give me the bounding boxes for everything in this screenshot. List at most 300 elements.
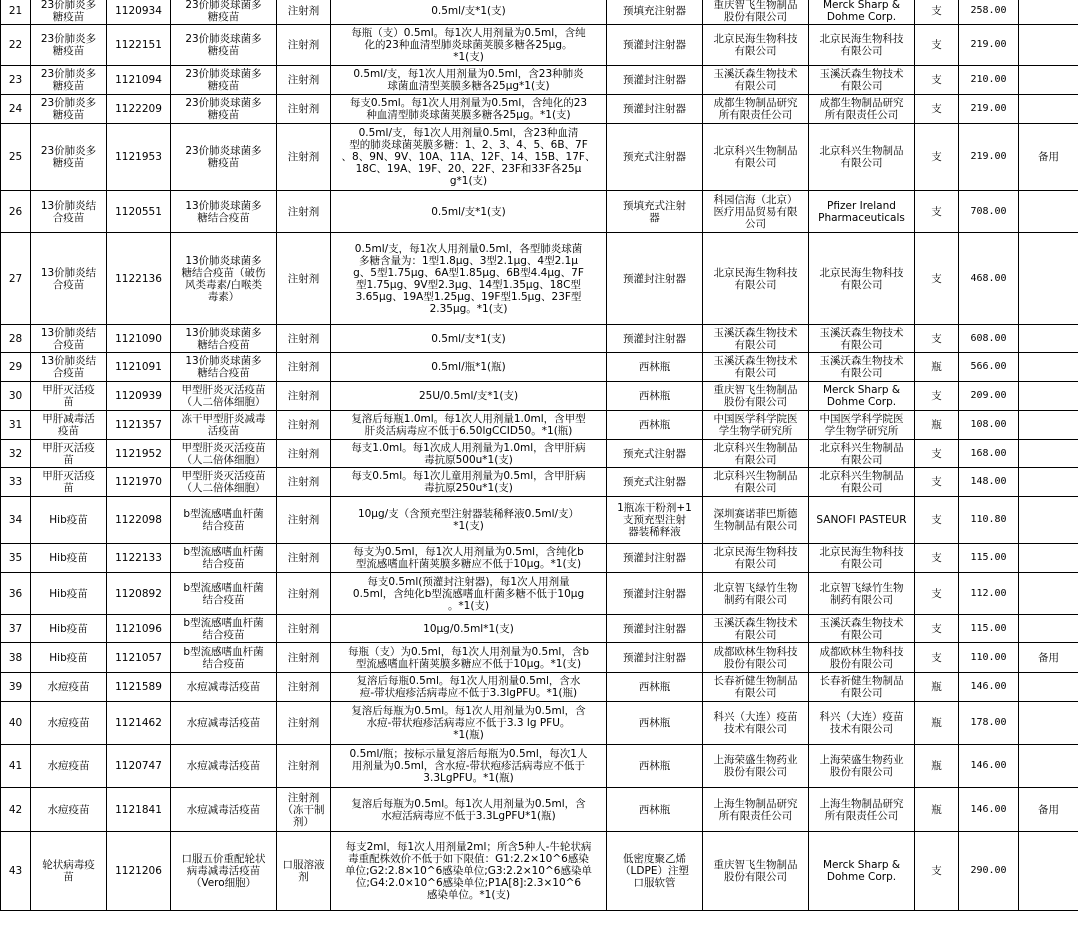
- packaging: 预填充式注射 器: [607, 191, 703, 233]
- manufacturer: 重庆智飞生物制品 股份有限公司: [703, 0, 809, 25]
- specification: 每支为0.5ml，每1次人用剂量为0.5ml，含纯化b 型流感嗜血杆菌荚膜多糖应不低于10μg。*1(支): [331, 544, 607, 573]
- license-holder: 北京科兴生物制品 有限公司: [809, 124, 915, 191]
- common-name: 水痘减毒活疫苗: [171, 702, 277, 745]
- specification: 每支0.5ml。每1次人用剂量为0.5ml，含纯化的23 种血清型肺炎球菌荚膜多糖各25μg。*1(支): [331, 95, 607, 124]
- packaging: 预灌封注射器: [607, 66, 703, 95]
- common-name: 13价肺炎球菌多 糖结合疫苗: [171, 191, 277, 233]
- unit: 支: [915, 191, 959, 233]
- row-number: 29: [1, 353, 31, 382]
- row-number: 33: [1, 468, 31, 497]
- product-code: 1121094: [107, 66, 171, 95]
- unit: 瓶: [915, 788, 959, 832]
- packaging: 1瓶冻干粉剂+1 支预充型注射 器装稀释液: [607, 497, 703, 544]
- vaccine-name: 13价肺炎结 合疫苗: [31, 233, 107, 325]
- unit: 瓶: [915, 673, 959, 702]
- common-name: b型流感嗜血杆菌 结合疫苗: [171, 615, 277, 643]
- manufacturer: 玉溪沃森生物技术 有限公司: [703, 66, 809, 95]
- table-row: [1, 382, 1078, 411]
- dosage-form: 注射剂: [277, 497, 331, 544]
- manufacturer: 深圳赛诺菲巴斯德 生物制品有限公司: [703, 497, 809, 544]
- product-code: 1121589: [107, 673, 171, 702]
- remark: [1019, 325, 1078, 353]
- product-code: 1122151: [107, 25, 171, 66]
- packaging: 预灌封注射器: [607, 25, 703, 66]
- license-holder: Merck Sharp & Dohme Corp.: [809, 832, 915, 911]
- unit: 瓶: [915, 353, 959, 382]
- product-code: 1122133: [107, 544, 171, 573]
- price: 178.00: [959, 702, 1019, 745]
- unit: 支: [915, 0, 959, 25]
- product-code: 1120934: [107, 0, 171, 25]
- product-code: 1121357: [107, 411, 171, 440]
- license-holder: 北京民海生物科技 有限公司: [809, 544, 915, 573]
- specification: 每支0.5ml。每1次儿童用剂量为0.5ml，含甲肝病 毒抗原250u*1(支): [331, 468, 607, 497]
- price: 708.00: [959, 191, 1019, 233]
- table-row: [1, 702, 1078, 745]
- product-code: 1120747: [107, 745, 171, 788]
- common-name: 水痘减毒活疫苗: [171, 745, 277, 788]
- common-name: b型流感嗜血杆菌 结合疫苗: [171, 497, 277, 544]
- remark: [1019, 573, 1078, 615]
- price: 210.00: [959, 66, 1019, 95]
- price: 219.00: [959, 25, 1019, 66]
- remark: [1019, 382, 1078, 411]
- manufacturer: 上海荣盛生物药业 股份有限公司: [703, 745, 809, 788]
- common-name: 23价肺炎球菌多 糖疫苗: [171, 0, 277, 25]
- product-code: 1122098: [107, 497, 171, 544]
- manufacturer: 重庆智飞生物制品 股份有限公司: [703, 382, 809, 411]
- remark: [1019, 745, 1078, 788]
- vaccine-name: 水痘疫苗: [31, 673, 107, 702]
- table-row: [1, 544, 1078, 573]
- table-row: [1, 353, 1078, 382]
- unit: 瓶: [915, 411, 959, 440]
- unit: 瓶: [915, 745, 959, 788]
- specification: 复溶后每瓶为0.5ml。每1次人用剂量为0.5ml，含 水痘活病毒应不低于3.3LgPFU*1(瓶): [331, 788, 607, 832]
- common-name: 水痘减毒活疫苗: [171, 788, 277, 832]
- packaging: 预灌封注射器: [607, 233, 703, 325]
- license-holder: 玉溪沃森生物技术 有限公司: [809, 353, 915, 382]
- row-number: 30: [1, 382, 31, 411]
- remark: [1019, 25, 1078, 66]
- row-number: 28: [1, 325, 31, 353]
- packaging: 西林瓶: [607, 411, 703, 440]
- unit: 支: [915, 233, 959, 325]
- common-name: 甲型肝炎灭活疫苗 （人二倍体细胞）: [171, 382, 277, 411]
- remark: 备用: [1019, 788, 1078, 832]
- price: 608.00: [959, 325, 1019, 353]
- manufacturer: 科兴（大连）疫苗 技术有限公司: [703, 702, 809, 745]
- license-holder: 成都欧林生物科技 股份有限公司: [809, 643, 915, 673]
- license-holder: Pfizer Ireland Pharmaceuticals: [809, 191, 915, 233]
- unit: 支: [915, 544, 959, 573]
- specification: 10μg/0.5ml*1(支): [331, 615, 607, 643]
- common-name: b型流感嗜血杆菌 结合疫苗: [171, 643, 277, 673]
- unit: 支: [915, 468, 959, 497]
- price: 115.00: [959, 544, 1019, 573]
- packaging: 预灌封注射器: [607, 573, 703, 615]
- remark: [1019, 191, 1078, 233]
- license-holder: 成都生物制品研究 所有限责任公司: [809, 95, 915, 124]
- product-code: 1122136: [107, 233, 171, 325]
- packaging: 西林瓶: [607, 788, 703, 832]
- common-name: 冻干甲型肝炎减毒 活疫苗: [171, 411, 277, 440]
- manufacturer: 北京智飞绿竹生物 制药有限公司: [703, 573, 809, 615]
- common-name: b型流感嗜血杆菌 结合疫苗: [171, 544, 277, 573]
- vaccine-name: 甲肝减毒活 疫苗: [31, 411, 107, 440]
- manufacturer: 玉溪沃森生物技术 有限公司: [703, 615, 809, 643]
- license-holder: 上海生物制品研究 所有限责任公司: [809, 788, 915, 832]
- price: 566.00: [959, 353, 1019, 382]
- dosage-form: 注射剂: [277, 66, 331, 95]
- remark: [1019, 66, 1078, 95]
- dosage-form: 注射剂: [277, 353, 331, 382]
- dosage-form: 注射剂: [277, 468, 331, 497]
- manufacturer: 北京科兴生物制品 有限公司: [703, 468, 809, 497]
- product-code: 1121057: [107, 643, 171, 673]
- table-row: [1, 95, 1078, 124]
- product-code: 1122209: [107, 95, 171, 124]
- unit: 支: [915, 643, 959, 673]
- table-body: [1, 0, 1078, 911]
- packaging: 预灌封注射器: [607, 95, 703, 124]
- dosage-form: 注射剂: [277, 0, 331, 25]
- specification: 0.5ml/瓶*1(瓶): [331, 353, 607, 382]
- row-number: 22: [1, 25, 31, 66]
- vaccine-name: 水痘疫苗: [31, 702, 107, 745]
- common-name: 23价肺炎球菌多 糖疫苗: [171, 25, 277, 66]
- license-holder: SANOFI PASTEUR: [809, 497, 915, 544]
- dosage-form: 注射剂: [277, 191, 331, 233]
- manufacturer: 成都欧林生物科技 股份有限公司: [703, 643, 809, 673]
- license-holder: 中国医学科学院医 学生物学研究所: [809, 411, 915, 440]
- unit: 支: [915, 382, 959, 411]
- table-row: [1, 233, 1078, 325]
- price: 110.80: [959, 497, 1019, 544]
- specification: 0.5ml/支，每1次人用剂量0.5ml，含23种血清 型的肺炎球菌荚膜多糖：1、2、3、4、5、6B、7F 、8、9N、9V、10A、11A、12F、14、15B、17F、 18C、19A、19F、20、22F、23F和33F各25μ g*1(支): [331, 124, 607, 191]
- table-row: [1, 832, 1078, 911]
- dosage-form: 注射剂: [277, 411, 331, 440]
- product-code: 1121206: [107, 832, 171, 911]
- vaccine-name: 23价肺炎多 糖疫苗: [31, 95, 107, 124]
- price: 148.00: [959, 468, 1019, 497]
- license-holder: 玉溪沃森生物技术 有限公司: [809, 325, 915, 353]
- remark: [1019, 468, 1078, 497]
- row-number: 27: [1, 233, 31, 325]
- remark: [1019, 95, 1078, 124]
- table-row: [1, 573, 1078, 615]
- table-row: [1, 325, 1078, 353]
- unit: 支: [915, 832, 959, 911]
- specification: 复溶后每瓶0.5ml。每1次人用剂量0.5ml，含水 痘-带状疱疹活病毒应不低于3.3lgPFU。*1(瓶): [331, 673, 607, 702]
- row-number: 24: [1, 95, 31, 124]
- specification: 0.5ml/支，每1次人用剂量0.5ml，各型肺炎球菌 多糖含量为：1型1.8μg、3型2.1μg、4型2.1μ g、5型1.75μg、6A型1.85μg、6B型4.4μg、7F 型1.75μg、9V型2.3μg、14型1.35μg、18C型 3.65μg、19A型1.25μg、19F型1.5μg、23F型 2.35μg。*1(支): [331, 233, 607, 325]
- common-name: 甲型肝炎灭活疫苗 （人二倍体细胞）: [171, 468, 277, 497]
- price: 168.00: [959, 440, 1019, 468]
- manufacturer: 玉溪沃森生物技术 有限公司: [703, 325, 809, 353]
- unit: 支: [915, 615, 959, 643]
- price: 108.00: [959, 411, 1019, 440]
- vaccine-name: 轮状病毒疫 苗: [31, 832, 107, 911]
- manufacturer: 成都生物制品研究 所有限责任公司: [703, 95, 809, 124]
- common-name: 13价肺炎球菌多 糖结合疫苗: [171, 353, 277, 382]
- common-name: 甲型肝炎灭活疫苗 （人二倍体细胞）: [171, 440, 277, 468]
- unit: 支: [915, 25, 959, 66]
- packaging: 预充式注射器: [607, 468, 703, 497]
- row-number: 36: [1, 573, 31, 615]
- specification: 每支2ml，每1次人用剂量2ml；所含5种人-牛轮状病 毒重配株效价不低于如下限值：G1:2.2×10^6感染 单位;G2:2.8×10^6感染单位;G3:2.2×10^6感染单 位;G4:2.0×10^6感染单位;P1A[8]:2.3×10^6 感染单位。*1(支): [331, 832, 607, 911]
- product-code: 1121462: [107, 702, 171, 745]
- row-number: 23: [1, 66, 31, 95]
- unit: 支: [915, 66, 959, 95]
- packaging: 预灌封注射器: [607, 544, 703, 573]
- dosage-form: 注射剂 （冻干制 剂）: [277, 788, 331, 832]
- vaccine-name: 23价肺炎多 糖疫苗: [31, 0, 107, 25]
- product-code: 1120939: [107, 382, 171, 411]
- common-name: 23价肺炎球菌多 糖疫苗: [171, 66, 277, 95]
- common-name: 23价肺炎球菌多 糖疫苗: [171, 95, 277, 124]
- row-number: 31: [1, 411, 31, 440]
- license-holder: 科兴（大连）疫苗 技术有限公司: [809, 702, 915, 745]
- product-code: 1120892: [107, 573, 171, 615]
- specification: 25U/0.5ml/支*1(支): [331, 382, 607, 411]
- license-holder: 长春祈健生物制品 有限公司: [809, 673, 915, 702]
- license-holder: 上海荣盛生物药业 股份有限公司: [809, 745, 915, 788]
- manufacturer: 北京科兴生物制品 有限公司: [703, 440, 809, 468]
- price: 112.00: [959, 573, 1019, 615]
- dosage-form: 注射剂: [277, 745, 331, 788]
- packaging: 预填充注射器: [607, 0, 703, 25]
- product-code: 1121952: [107, 440, 171, 468]
- remark: [1019, 702, 1078, 745]
- specification: 0.5ml/支*1(支): [331, 191, 607, 233]
- common-name: 水痘减毒活疫苗: [171, 673, 277, 702]
- row-number: 34: [1, 497, 31, 544]
- table-row: [1, 745, 1078, 788]
- vaccine-name: 水痘疫苗: [31, 745, 107, 788]
- product-code: 1121841: [107, 788, 171, 832]
- row-number: 43: [1, 832, 31, 911]
- vaccine-name: Hib疫苗: [31, 615, 107, 643]
- remark: [1019, 497, 1078, 544]
- specification: 每支1.0ml。每1次成人用剂量为1.0ml，含甲肝病 毒抗原500u*1(支): [331, 440, 607, 468]
- manufacturer: 科园信海（北京） 医疗用品贸易有限 公司: [703, 191, 809, 233]
- manufacturer: 中国医学科学院医 学生物学研究所: [703, 411, 809, 440]
- vaccine-name: Hib疫苗: [31, 544, 107, 573]
- license-holder: Merck Sharp & Dohme Corp.: [809, 0, 915, 25]
- price: 290.00: [959, 832, 1019, 911]
- dosage-form: 注射剂: [277, 573, 331, 615]
- table-row: [1, 25, 1078, 66]
- unit: 支: [915, 124, 959, 191]
- license-holder: Merck Sharp & Dohme Corp.: [809, 382, 915, 411]
- table-row: [1, 615, 1078, 643]
- table-row: [1, 440, 1078, 468]
- row-number: 40: [1, 702, 31, 745]
- vaccine-name: 水痘疫苗: [31, 788, 107, 832]
- license-holder: 玉溪沃森生物技术 有限公司: [809, 615, 915, 643]
- specification: 每瓶（支）0.5ml。每1次人用剂量为0.5ml，含纯 化的23种血清型肺炎球菌荚膜多糖各25μg。 *1(支): [331, 25, 607, 66]
- license-holder: 北京民海生物科技 有限公司: [809, 25, 915, 66]
- packaging: 低密度聚乙烯 （LDPE）注塑 口服软管: [607, 832, 703, 911]
- price: 146.00: [959, 788, 1019, 832]
- dosage-form: 注射剂: [277, 544, 331, 573]
- table-row: [1, 124, 1078, 191]
- price: 146.00: [959, 673, 1019, 702]
- dosage-form: 口服溶液 剂: [277, 832, 331, 911]
- price: 146.00: [959, 745, 1019, 788]
- license-holder: 北京智飞绿竹生物 制药有限公司: [809, 573, 915, 615]
- manufacturer: 北京民海生物科技 有限公司: [703, 25, 809, 66]
- manufacturer: 玉溪沃森生物技术 有限公司: [703, 353, 809, 382]
- table-row: [1, 66, 1078, 95]
- remark: [1019, 615, 1078, 643]
- packaging: 预灌封注射器: [607, 325, 703, 353]
- product-code: 1121096: [107, 615, 171, 643]
- remark: [1019, 353, 1078, 382]
- specification: 每瓶（支）为0.5ml，每1次人用剂量为0.5ml，含b 型流感嗜血杆菌荚膜多糖应不低于10μg。*1(支): [331, 643, 607, 673]
- packaging: 西林瓶: [607, 745, 703, 788]
- specification: 0.5ml/支，每1次人用剂量为0.5ml，含23种肺炎 球菌血清型荚膜多糖各25μg*1(支): [331, 66, 607, 95]
- row-number: 25: [1, 124, 31, 191]
- unit: 瓶: [915, 702, 959, 745]
- specification: 0.5ml/支*1(支): [331, 0, 607, 25]
- dosage-form: 注射剂: [277, 643, 331, 673]
- price: 258.00: [959, 0, 1019, 25]
- common-name: 13价肺炎球菌多 糖结合疫苗（破伤 风类毒素/白喉类 毒素）: [171, 233, 277, 325]
- specification: 复溶后每瓶1.0ml。每1次人用剂量1.0ml，含甲型 肝炎活病毒应不低于6.50lgCCID50。*1(瓶): [331, 411, 607, 440]
- remark: [1019, 411, 1078, 440]
- common-name: 口服五价重配轮状 病毒减毒活疫苗 （Vero细胞）: [171, 832, 277, 911]
- vaccine-name: 13价肺炎结 合疫苗: [31, 191, 107, 233]
- dosage-form: 注射剂: [277, 702, 331, 745]
- dosage-form: 注射剂: [277, 25, 331, 66]
- product-code: 1121953: [107, 124, 171, 191]
- packaging: 西林瓶: [607, 382, 703, 411]
- table-row: [1, 0, 1078, 25]
- remark: [1019, 233, 1078, 325]
- packaging: 预灌封注射器: [607, 615, 703, 643]
- specification: 每支0.5ml(预灌封注射器)，每1次人用剂量 0.5ml，含纯化b型流感嗜血杆菌多糖不低于10μg 。*1(支): [331, 573, 607, 615]
- vaccine-name: Hib疫苗: [31, 573, 107, 615]
- table-row: [1, 411, 1078, 440]
- unit: 支: [915, 95, 959, 124]
- table-row: [1, 497, 1078, 544]
- row-number: 37: [1, 615, 31, 643]
- table-row: [1, 643, 1078, 673]
- price: 110.00: [959, 643, 1019, 673]
- price: 219.00: [959, 95, 1019, 124]
- license-holder: 北京民海生物科技 有限公司: [809, 233, 915, 325]
- manufacturer: 长春祈健生物制品 有限公司: [703, 673, 809, 702]
- product-code: 1121091: [107, 353, 171, 382]
- manufacturer: 北京科兴生物制品 有限公司: [703, 124, 809, 191]
- remark: 备用: [1019, 643, 1078, 673]
- common-name: b型流感嗜血杆菌 结合疫苗: [171, 573, 277, 615]
- vaccine-name: 甲肝灭活疫 苗: [31, 468, 107, 497]
- dosage-form: 注射剂: [277, 233, 331, 325]
- packaging: 西林瓶: [607, 673, 703, 702]
- remark: 备用: [1019, 124, 1078, 191]
- vaccine-name: 23价肺炎多 糖疫苗: [31, 124, 107, 191]
- row-number: 35: [1, 544, 31, 573]
- dosage-form: 注射剂: [277, 325, 331, 353]
- table-row: [1, 468, 1078, 497]
- specification: 0.5ml/支*1(支): [331, 325, 607, 353]
- manufacturer: 重庆智飞生物制品 股份有限公司: [703, 832, 809, 911]
- manufacturer: 北京民海生物科技 有限公司: [703, 233, 809, 325]
- common-name: 23价肺炎球菌多 糖疫苗: [171, 124, 277, 191]
- row-number: 26: [1, 191, 31, 233]
- remark: [1019, 832, 1078, 911]
- specification: 10μg/支（含预充型注射器装稀释液0.5ml/支） *1(支): [331, 497, 607, 544]
- remark: [1019, 440, 1078, 468]
- packaging: 西林瓶: [607, 702, 703, 745]
- price: 115.00: [959, 615, 1019, 643]
- dosage-form: 注射剂: [277, 615, 331, 643]
- packaging: 预灌封注射器: [607, 643, 703, 673]
- unit: 支: [915, 325, 959, 353]
- vaccine-name: 甲肝灭活疫 苗: [31, 440, 107, 468]
- price: 209.00: [959, 382, 1019, 411]
- remark: [1019, 673, 1078, 702]
- dosage-form: 注射剂: [277, 95, 331, 124]
- table-row: [1, 673, 1078, 702]
- license-holder: 北京科兴生物制品 有限公司: [809, 440, 915, 468]
- license-holder: 北京科兴生物制品 有限公司: [809, 468, 915, 497]
- dosage-form: 注射剂: [277, 124, 331, 191]
- row-number: 39: [1, 673, 31, 702]
- vaccine-name: Hib疫苗: [31, 643, 107, 673]
- common-name: 13价肺炎球菌多 糖结合疫苗: [171, 325, 277, 353]
- packaging: 预充式注射器: [607, 440, 703, 468]
- dosage-form: 注射剂: [277, 673, 331, 702]
- manufacturer: 上海生物制品研究 所有限责任公司: [703, 788, 809, 832]
- remark: [1019, 0, 1078, 25]
- unit: 支: [915, 573, 959, 615]
- row-number: 38: [1, 643, 31, 673]
- manufacturer: 北京民海生物科技 有限公司: [703, 544, 809, 573]
- specification: 复溶后每瓶为0.5ml。每1次人用剂量为0.5ml，含 水痘-带状疱疹活病毒应不低于3.3 lg PFU。 *1(瓶): [331, 702, 607, 745]
- row-number: 32: [1, 440, 31, 468]
- row-number: 41: [1, 745, 31, 788]
- row-number: 21: [1, 0, 31, 25]
- packaging: 西林瓶: [607, 353, 703, 382]
- table-row: [1, 788, 1078, 832]
- specification: 0.5ml/瓶；按标示量复溶后每瓶为0.5ml，每次1人 用剂量为0.5ml，含水痘-带状疱疹活病毒应不低于 3.3LgPFU。*1(瓶): [331, 745, 607, 788]
- dosage-form: 注射剂: [277, 440, 331, 468]
- vaccine-name: 甲肝灭活疫 苗: [31, 382, 107, 411]
- product-code: 1121970: [107, 468, 171, 497]
- price: 468.00: [959, 233, 1019, 325]
- table-row: [1, 191, 1078, 233]
- product-code: 1120551: [107, 191, 171, 233]
- vaccine-name: 13价肺炎结 合疫苗: [31, 325, 107, 353]
- row-number: 42: [1, 788, 31, 832]
- unit: 支: [915, 440, 959, 468]
- packaging: 预充式注射器: [607, 124, 703, 191]
- product-code: 1121090: [107, 325, 171, 353]
- dosage-form: 注射剂: [277, 382, 331, 411]
- vaccine-name: 23价肺炎多 糖疫苗: [31, 66, 107, 95]
- vaccine-name: Hib疫苗: [31, 497, 107, 544]
- vaccine-name: 13价肺炎结 合疫苗: [31, 353, 107, 382]
- price: 219.00: [959, 124, 1019, 191]
- vaccine-name: 23价肺炎多 糖疫苗: [31, 25, 107, 66]
- license-holder: 玉溪沃森生物技术 有限公司: [809, 66, 915, 95]
- remark: [1019, 544, 1078, 573]
- unit: 支: [915, 497, 959, 544]
